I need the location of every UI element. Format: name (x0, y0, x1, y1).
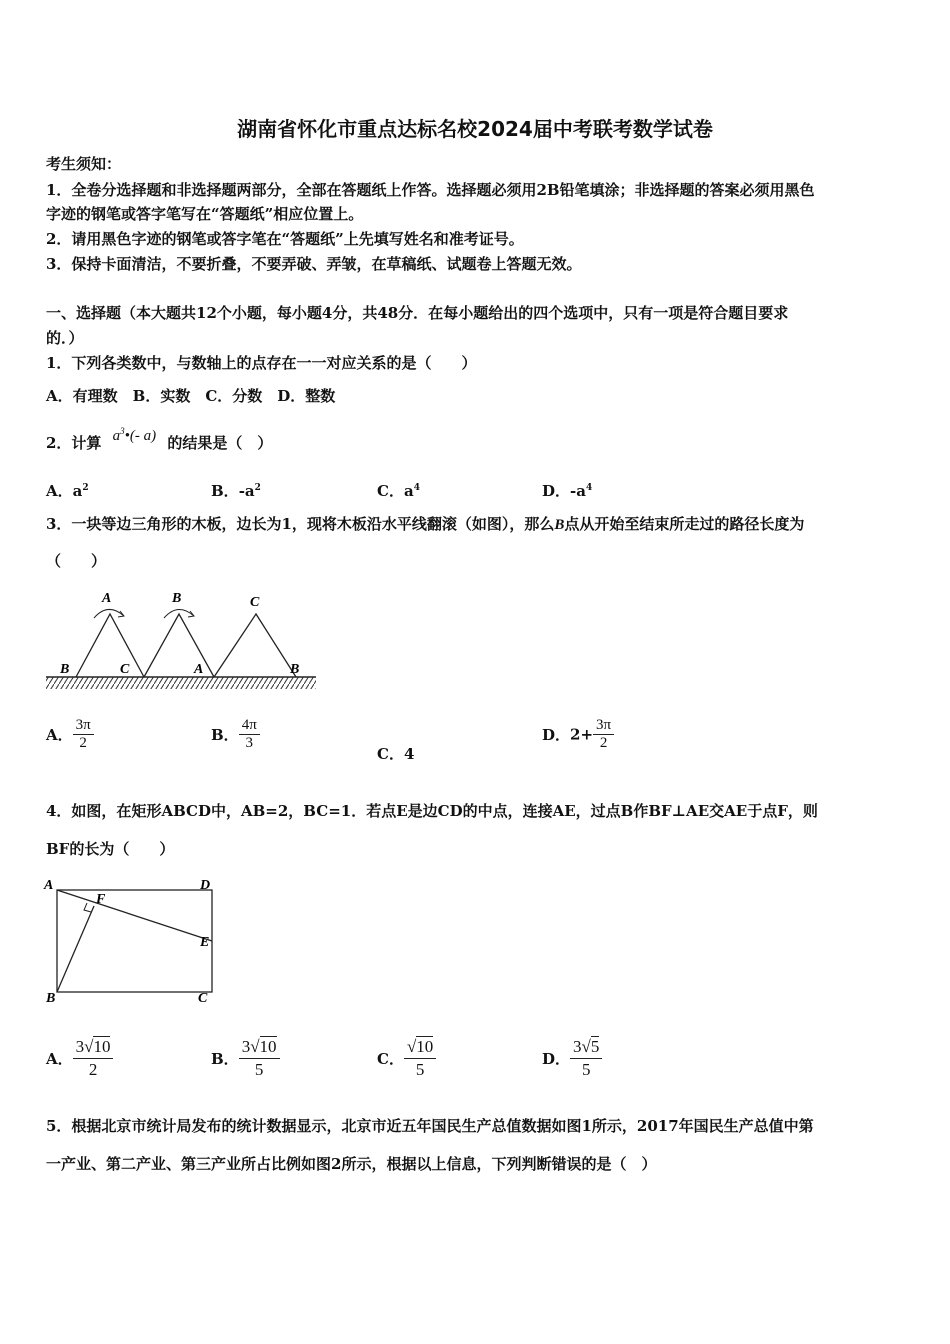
q3-option-b-label: B． (211, 726, 239, 744)
q2-prefix: 2．计算 (46, 434, 102, 452)
q3-option-d-num: 3π (593, 717, 614, 735)
q3-option-a-den: 2 (79, 735, 87, 751)
q2-expr-rest: •(- a) (124, 428, 157, 444)
q4-stem-line-1: 4．如图，在矩形ABCD中，AB=2，BC=1．若点E是边CD的中点，连接AE，过点B作BF⊥AE交AE于点F，则 (46, 802, 818, 820)
q5-stem-line-2: 一产业、第二产业、第三产业所占比例如图2所示，根据以上信息，下列判断错误的是（ ） (46, 1155, 657, 1173)
q4-option-d-coef: 3 (573, 1037, 582, 1056)
q2-option-b-base: -a (238, 482, 255, 500)
q4-option-a-coef: 3 (75, 1037, 85, 1056)
q4-option-c (377, 1036, 436, 1081)
q4-option-d-den: 5 (581, 1060, 591, 1079)
triangle-2 (144, 614, 214, 677)
fig3-label-c-top: C (250, 595, 260, 610)
q2-option-d (542, 480, 592, 501)
notice-line-2: 字迹的钢笔或答字笔写在“答题纸”相应位置上。 (46, 205, 364, 223)
q2-option-c-base: a (403, 482, 414, 500)
page-title: 湖南省怀化市重点达标名校2024届中考联考数学试卷 (237, 117, 713, 141)
fig3-label-b-left: B (60, 662, 70, 677)
notice-line-4: 3．保持卡面清洁，不要折叠，不要弄破、弄皱，在草稿纸、试题卷上答题无效。 (46, 255, 582, 273)
q2-expr-base: a (112, 428, 121, 444)
triangle-3 (214, 614, 296, 677)
fig3-label-c-mid: C (120, 662, 130, 677)
q4-option-a-label: A． (46, 1050, 73, 1068)
q2-option-a-base: a (72, 482, 83, 500)
notice-heading: 考生须知： (46, 155, 122, 173)
q2-option-a (46, 480, 89, 501)
q4-option-c-num: √10 (404, 1036, 436, 1059)
q4-option-c-rad: 10 (416, 1037, 434, 1056)
q2-stem (46, 426, 273, 453)
q3-option-a-fraction (73, 717, 94, 752)
q3-option-b (211, 717, 260, 752)
q2-option-d-exp: 4 (585, 483, 593, 493)
fig3-label-b-top: B (172, 591, 182, 606)
q2-option-c-label: C． (377, 482, 404, 500)
q4-option-b-num: 3√10 (239, 1036, 280, 1059)
fig4-label-f: F (96, 892, 106, 907)
q2-expression (113, 428, 157, 444)
q3-stem-b: B (554, 517, 565, 533)
q4-option-a-fraction (73, 1036, 114, 1081)
fig3-label-a-top: A (102, 591, 112, 606)
fig4-label-c: C (198, 991, 208, 1006)
q2-suffix: 的结果是（ ） (167, 434, 273, 452)
q3-option-d (542, 717, 614, 752)
q2-option-b (211, 480, 261, 501)
q3-stem-a: 3．一块等边三角形的木板，边长为1，现将木板沿水平线翻滚（如图），那么 (46, 515, 555, 533)
q4-option-b-label: B． (211, 1050, 239, 1068)
q4-stem-line-2: BF的长为（ ） (46, 840, 175, 858)
q4-option-c-den: 5 (415, 1060, 425, 1079)
q4-option-d (542, 1036, 602, 1081)
q3-stem-line-2: （ ） (46, 552, 107, 570)
q4-option-d-fraction (570, 1036, 602, 1081)
fig4-label-a: A (44, 878, 54, 893)
ground-hatch (46, 677, 316, 689)
q3-option-b-den: 3 (245, 735, 253, 751)
q4-option-d-rad: 5 (590, 1037, 600, 1056)
q4-option-b-fraction (239, 1036, 280, 1081)
q2-option-b-label: B． (211, 482, 239, 500)
q2-option-c-exp: 4 (413, 483, 420, 493)
q1-stem: 1．下列各类数中，与数轴上的点存在一一对应关系的是（ ） (46, 354, 477, 372)
q2-option-b-exp: 2 (254, 483, 261, 493)
notice-line-1: 1．全卷分选择题和非选择题两部分，全部在答题纸上作答。选择题必须用2B铅笔填涂；非选择题的答案必须用黑色 (46, 181, 815, 199)
q3-option-a-num: 3π (73, 717, 94, 735)
segment-bf (57, 906, 94, 992)
q3-option-d-label: D． (542, 726, 571, 744)
q3-option-d-den: 2 (599, 735, 608, 751)
q3-option-c-text: 4 (403, 745, 415, 763)
q4-option-b-rad: 10 (259, 1037, 277, 1056)
q3-stem-line-1 (46, 513, 804, 534)
fig3-label-b-right: B (290, 662, 300, 677)
q3-rolling-triangle-figure (44, 588, 319, 692)
q3-option-c-label: C． (377, 745, 404, 763)
q5-stem-line-1: 5．根据北京市统计局发布的统计数据显示，北京市近五年国民生产总值数据如图1所示，2017年国民生产总值中第 (46, 1117, 814, 1135)
fig4-label-b: B (46, 991, 56, 1006)
rectangle-abcd (57, 890, 212, 992)
q3-option-d-pre: 2+ (570, 725, 594, 744)
q4-option-b-den: 5 (254, 1060, 264, 1079)
q4-option-a (46, 1036, 113, 1081)
triangle-1 (76, 614, 144, 677)
section-heading-1: 一、选择题（本大题共12个小题，每小题4分，共48分．在每小题给出的四个选项中，只有一项是符合题目要求 (46, 304, 789, 322)
q3-option-b-fraction (239, 717, 260, 752)
fig3-label-a-mid: A (194, 662, 204, 677)
q4-option-c-label: C． (377, 1050, 404, 1068)
q4-rectangle-figure (42, 872, 222, 1012)
q4-option-d-label: D． (542, 1050, 571, 1068)
q3-option-d-fraction (593, 717, 614, 752)
segment-ae (57, 890, 212, 941)
q4-option-b (211, 1036, 280, 1081)
q3-option-a (46, 717, 94, 752)
q3-option-c (377, 743, 414, 764)
q1-options: A．有理数 B．实数 C．分数 D．整数 (46, 387, 336, 405)
q4-option-d-num: 3√5 (570, 1036, 602, 1059)
q4-option-b-coef: 3 (241, 1037, 251, 1056)
q2-option-c (377, 480, 420, 501)
q3-option-a-label: A． (46, 726, 73, 744)
q4-option-c-fraction (404, 1036, 436, 1081)
fig4-label-e: E (200, 935, 210, 950)
q4-option-a-den: 2 (88, 1060, 98, 1079)
q2-expr-exp: 3 (120, 426, 125, 436)
notice-line-3: 2．请用黑色字迹的钢笔或答字笔在“答题纸”上先填写姓名和准考证号。 (46, 230, 524, 248)
q2-option-a-label: A． (46, 482, 73, 500)
right-angle-mark (84, 903, 91, 912)
q3-stem-c: 点从开始至结束所走过的路径长度为 (564, 515, 805, 533)
q4-option-a-rad: 10 (93, 1037, 111, 1056)
q3-option-b-num: 4π (239, 717, 260, 735)
q2-option-a-exp: 2 (82, 483, 89, 493)
q2-option-d-label: D． (542, 482, 571, 500)
q2-option-d-base: -a (570, 482, 586, 500)
fig4-label-d: D (200, 878, 211, 893)
section-heading-2: 的．） (46, 329, 84, 347)
q4-option-a-num: 3√10 (73, 1036, 114, 1059)
